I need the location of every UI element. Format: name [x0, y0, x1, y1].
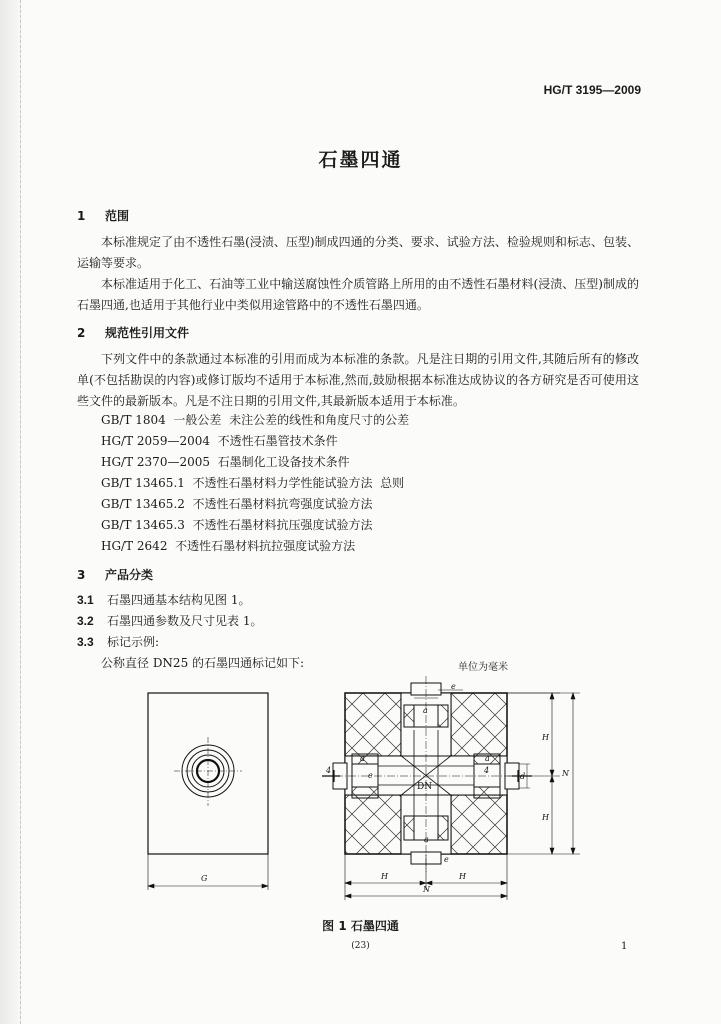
subclause-number: 3.3	[77, 635, 94, 649]
graphite-hatch	[451, 693, 507, 756]
graphite-hatch	[345, 795, 401, 854]
section-number: 3	[77, 568, 86, 582]
reference-item: HG/T 2370—2005 石墨制化工设备技术条件	[101, 455, 350, 469]
label-a: a	[360, 754, 365, 763]
label-a: a	[485, 754, 490, 763]
section-title: 产品分类	[105, 568, 154, 582]
page-number-center: (23)	[351, 941, 370, 951]
reference-item: HG/T 2059—2004 不透性石墨管技术条件	[101, 434, 338, 448]
section-title: 规范性引用文件	[105, 326, 190, 340]
label-N: N	[562, 769, 569, 778]
graphite-hatch	[345, 693, 401, 756]
unit-note: 单位为毫米	[458, 662, 508, 673]
subclause-text: 石墨四通参数及尺寸见表 1。	[107, 614, 263, 628]
figure-caption: 图 1 石墨四通	[322, 919, 399, 933]
reference-item: GB/T 13465.1 不透性石墨材料力学性能试验方法 总则	[101, 476, 405, 490]
label-H: H	[381, 872, 388, 881]
end-view	[148, 693, 268, 890]
subclause-text: 石墨四通基本结构见图 1。	[107, 593, 251, 607]
label-H: H	[542, 813, 549, 822]
document-title: 石墨四通	[318, 149, 403, 171]
label-a: a	[424, 835, 429, 844]
scope-paragraph-1: 本标准规定了由不透性石墨(浸渍、压型)制成四通的分类、要求、试验方法、检验规则和标志、包装、运输等要求。	[77, 235, 639, 270]
label-H: H	[542, 733, 549, 742]
reference-item: GB/T 1804 一般公差 未注公差的线性和角度尺寸的公差	[101, 413, 410, 427]
label-G: G	[201, 874, 208, 883]
label-H: H	[459, 872, 466, 881]
dimension-G	[148, 854, 268, 890]
label-DN: DN	[417, 782, 433, 792]
label-e: e	[451, 682, 456, 691]
section-title: 范围	[105, 209, 130, 223]
standard-code: HG/T 3195—2009	[543, 83, 641, 97]
subclause-number: 3.2	[77, 614, 94, 628]
reference-item: GB/T 13465.2 不透性石墨材料抗弯强度试验方法	[101, 497, 373, 511]
label-d: d	[520, 772, 526, 781]
graphite-hatch	[451, 795, 507, 854]
label-section-4: 4	[484, 766, 490, 775]
reference-item: GB/T 13465.3 不透性石墨材料抗压强度试验方法	[101, 518, 373, 532]
section-number: 1	[77, 209, 86, 223]
reference-item: HG/T 2642 不透性石墨材料抗拉强度试验方法	[101, 539, 356, 553]
subclause-text: 标记示例:	[107, 635, 160, 649]
section-view	[322, 676, 580, 900]
page-number-right: 1	[621, 941, 628, 952]
refs-intro-paragraph: 下列文件中的条款通过本标准的引用而成为本标准的条款。凡是注日期的引用文件,其随后所有的修改单(不包括勘误的内容)或修订版均不适用于本标准,然而,鼓励根据本标准达成协议的各方研究是否可使用这些文件的最新版本。凡是不注日期的引用文件,其最新版本适用于本标准。	[77, 352, 639, 408]
section-number: 2	[77, 326, 86, 340]
subclause-number: 3.1	[77, 593, 94, 607]
label-e: e	[368, 771, 373, 780]
label-section-4: 4	[326, 766, 332, 775]
label-N: N	[423, 885, 430, 894]
marking-example-text: 公称直径 DN25 的石墨四通标记如下:	[101, 656, 305, 670]
label-a: a	[423, 706, 428, 715]
label-e: e	[444, 855, 449, 864]
scope-paragraph-2: 本标准适用于化工、石油等工业中输送腐蚀性介质管路上所用的由不透性石墨材料(浸渍、压型)制成的石墨四通,也适用于其他行业中类似用途管路中的不透性石墨四通。	[77, 277, 639, 312]
dimension-N-horizontal	[345, 894, 507, 898]
